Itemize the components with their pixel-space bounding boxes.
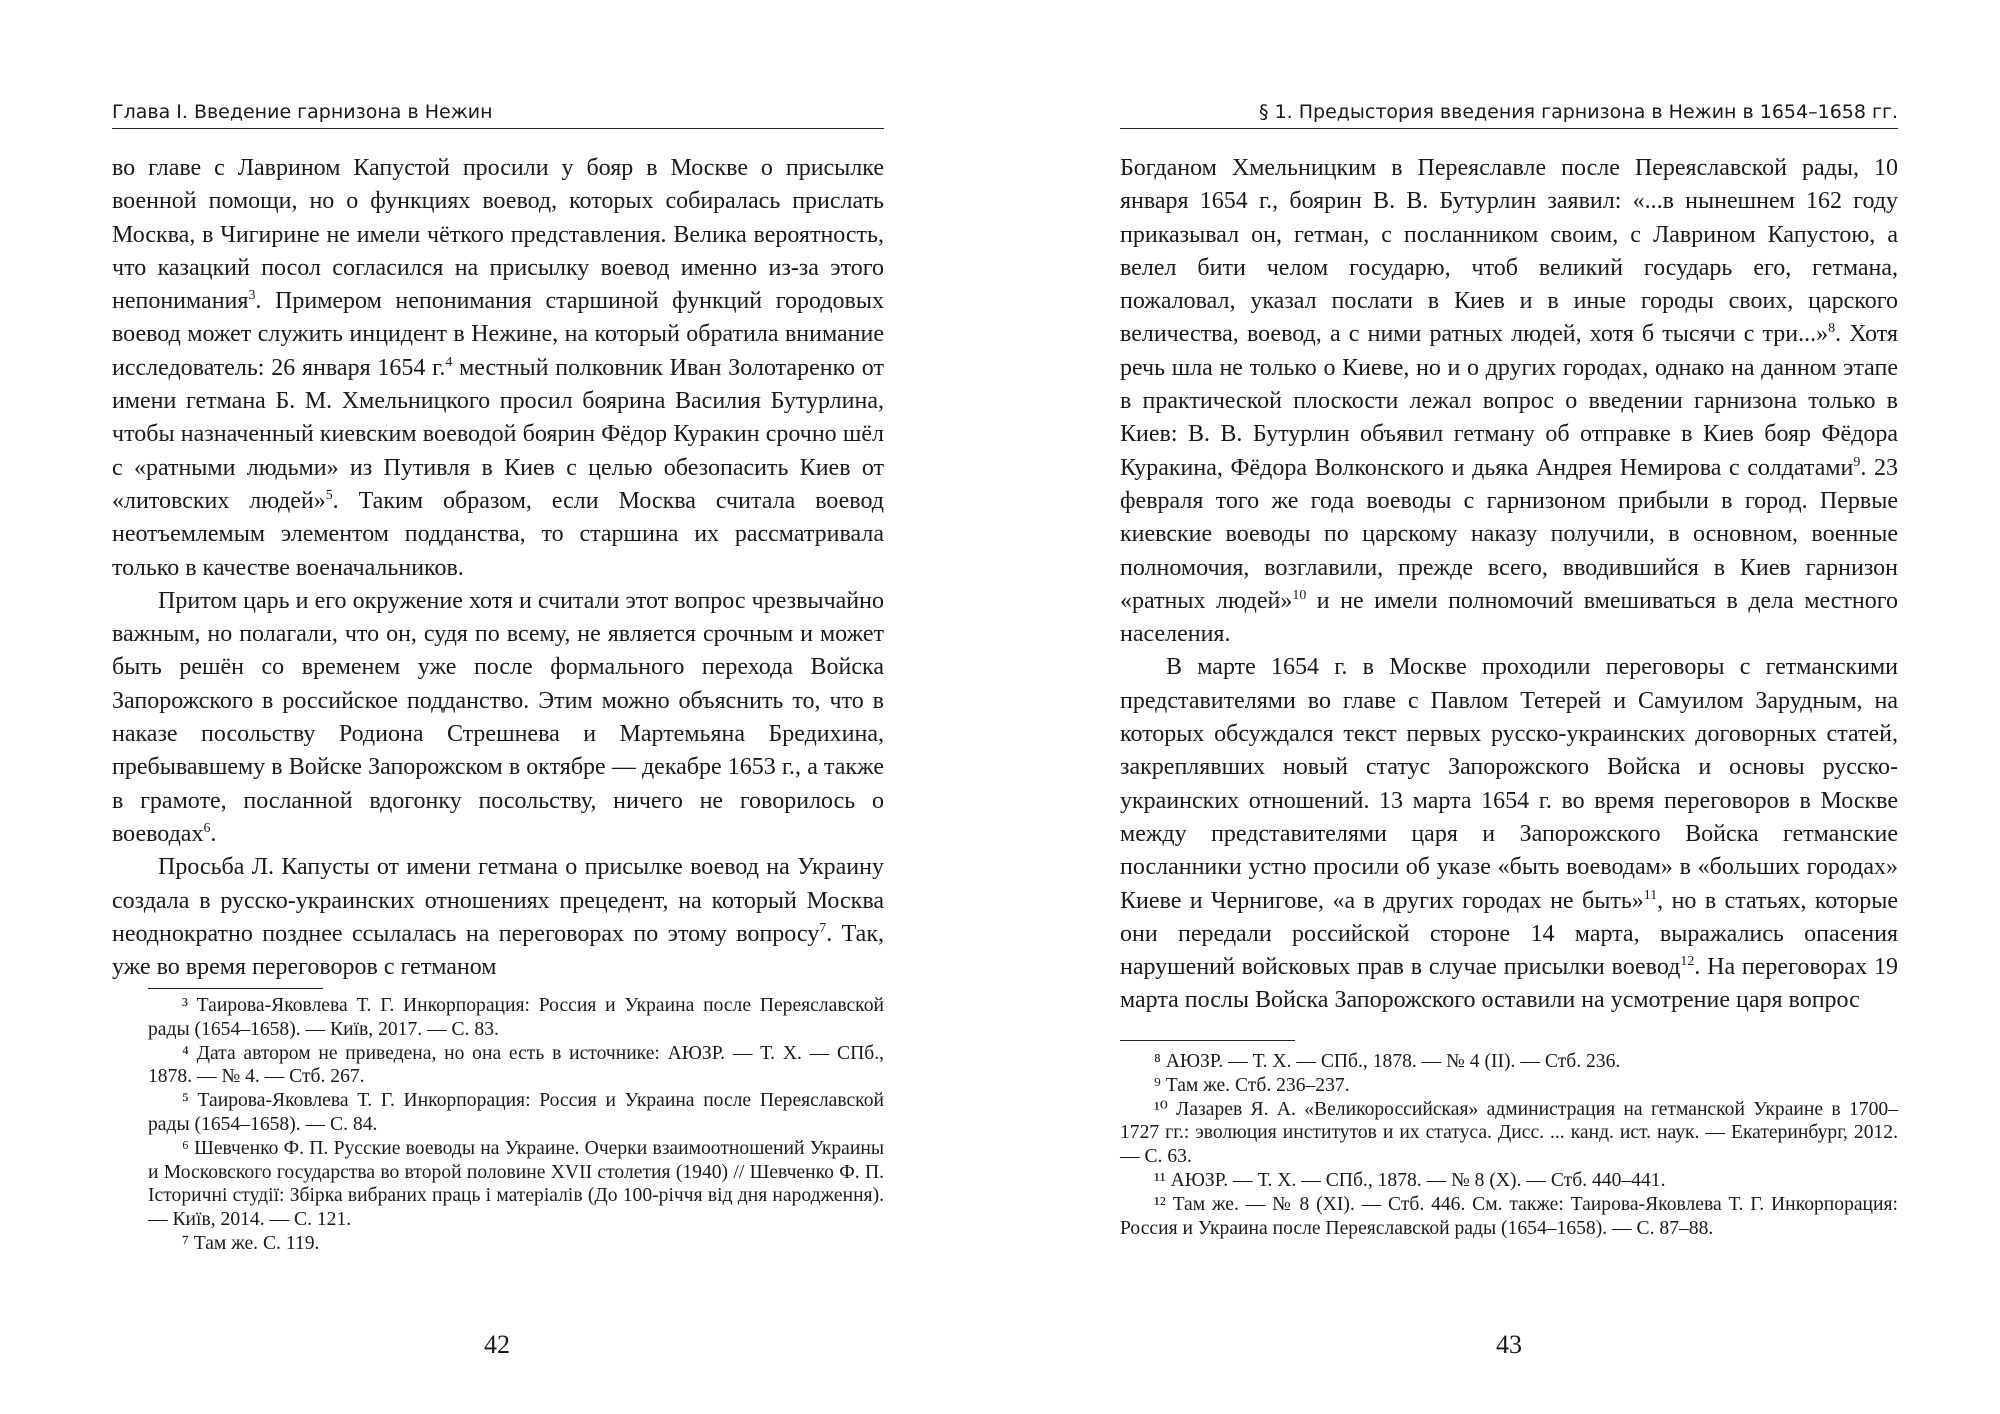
footnote-ref[interactable]: 3 bbox=[248, 288, 256, 304]
footnote: ⁴ Дата автором не приведена, но она есть в источнике: АЮЗР. — Т. X. — СПб., 1878. — № 4. — Стб. 267. bbox=[148, 1042, 884, 1088]
right-page bbox=[1000, 0, 2000, 1414]
paragraph-text: . Так, уже во время переговоров с гетманом bbox=[112, 920, 884, 981]
paragraph-text: местный полковник Иван Золотаренко от имени гетмана Б. М. Хмельницкого просил боярина Василия Бутурлина, чтобы назначенный киевским воеводой боярин Фёдор Куракин срочно шёл с «ратными людьми» из Путивля в Киев с целью обезопасить Киев от «литовских людей» bbox=[112, 354, 884, 514]
paragraph-text: . bbox=[210, 820, 217, 847]
paragraph-text: , но в статьях, которые они передали российской стороне 14 марта, выражались опасения нарушений войсковых прав в случае присылки воевод bbox=[1120, 887, 1899, 981]
paragraph-text: . На переговорах 19 марта послы Войска Запорожского оставили на усмотрение царя вопрос bbox=[1120, 954, 1898, 1014]
footnote: ⁶ Шевченко Ф. П. Русские воеводы на Украине. Очерки взаимоотношений Украины и Московского государства во второй половине XVII столетия (1940) // Шевченко Ф. П. Історичні студії: Збірка вибраних праць і матеріалів (До 100-річчя від дня народження). — Київ, 2014. — С. 121. bbox=[148, 1137, 884, 1231]
running-head-left: Глава I. Введение гарнизона в Нежин bbox=[112, 100, 884, 129]
paragraph-text: . Таким образом, если Москва считала воевод неотъемлемым элементом подданства, то старшина их рассматривала только в качестве военачальников. bbox=[112, 487, 884, 581]
footnote: ⁵ Таирова-Яковлева Т. Г. Инкорпорация: Россия и Украина после Переяславской рады (1654–1658). — С. 84. bbox=[148, 1090, 884, 1135]
body-text-left bbox=[112, 152, 884, 984]
page-number-right: 43 bbox=[1496, 1330, 1522, 1359]
footnote-ref[interactable]: 9 bbox=[1853, 454, 1861, 470]
footnote-divider bbox=[148, 988, 323, 989]
paragraph-text: во главе с Лаврином Капустой просили у бояр в Москве о присылке военной помощи, но о функциях воевод, которых собиралась прислать Москва, в Чигирине не имели чёткого представления. Велика вероятность, что казацкий посол согласился на присылку воевод именно из-за этого непонимания bbox=[112, 155, 884, 315]
paragraph-text: . 23 февраля того же года воеводы с гарнизоном прибыли в город. Первые киевские воеводы по царскому наказу получили, в основном, военные полномочия, возглавили, прежде всего, вводившийся в Киев гарнизон «ратных людей» bbox=[1120, 454, 1899, 614]
footnote-ref[interactable]: 4 bbox=[445, 354, 453, 370]
footnote-ref[interactable]: 7 bbox=[819, 920, 827, 936]
footnote: ⁹ Там же. Стб. 236–237. bbox=[1154, 1074, 1350, 1096]
footnote: ⁷ Там же. С. 119. bbox=[182, 1232, 320, 1254]
paragraph-text: В марте 1654 г. в Москве проходили переговоры с гетманскими представителями во главе с Павлом Тетерей и Самуилом Зарудным, на которых обсуждался текст первых русско-украинских договорных статей, закреплявших новый статус Запорожского Войска и основы русско-украинских отношений. 13 марта 1654 г. во время переговоров в Москве между представителями царя и Запорожского Войска гетманские посланники устно просили об указе «быть воеводам» в «больших городах» Киеве и Чернигове, «а в других городах не быть» bbox=[1120, 654, 1898, 914]
footnote: ⁸ АЮЗР. — Т. X. — СПб., 1878. — № 4 (II). — Стб. 236. bbox=[1154, 1051, 1621, 1072]
footnotes-left bbox=[148, 994, 884, 1256]
footnote-ref[interactable]: 6 bbox=[203, 820, 211, 836]
paragraph bbox=[112, 152, 884, 585]
page-number-left: 42 bbox=[484, 1330, 510, 1359]
footnote-ref[interactable]: 8 bbox=[1828, 321, 1836, 337]
running-head-right: § 1. Предыстория введения гарнизона в Нежин в 1654–1658 гг. bbox=[1120, 100, 1898, 129]
paragraph bbox=[1120, 152, 1898, 651]
footnote-ref[interactable]: 11 bbox=[1643, 887, 1658, 903]
paragraph-text: Просьба Л. Капусты от имени гетмана о присылке воевод на Украину создала в русско-украинских отношениях прецедент, на который Москва неоднократно позднее ссылалась на переговорах по этому вопросу bbox=[112, 854, 884, 947]
body-text-right bbox=[1120, 152, 1898, 1018]
footnote-ref[interactable]: 12 bbox=[1680, 954, 1695, 970]
footnote-ref[interactable]: 10 bbox=[1292, 587, 1307, 603]
footnote-ref[interactable]: 5 bbox=[325, 487, 333, 503]
footnote-divider bbox=[1120, 1040, 1295, 1041]
footnote: ¹² Там же. — № 8 (XI). — Стб. 446. См. также: Таирова-Яковлева Т. Г. Инкорпорация: Россия и Украина после Переяславской рады (1654–1658). — С. 87–88. bbox=[1120, 1193, 1898, 1239]
paragraph bbox=[112, 585, 884, 851]
footnotes-right bbox=[1120, 1050, 1898, 1240]
paragraph bbox=[112, 851, 884, 984]
paragraph bbox=[1120, 651, 1898, 1017]
paragraph-text: . Примером непонимания старшиной функций городовых воевод может служить инцидент в Нежине, на который обратила внимание исследователь: 26 января 1654 г. bbox=[112, 288, 884, 381]
footnote: ¹¹ АЮЗР. — Т. X. — СПб., 1878. — № 8 (X). — Стб. 440–441. bbox=[1154, 1169, 1666, 1191]
footnote: ³ Таирова-Яковлева Т. Г. Инкорпорация: Россия и Украина после Переяславской рады (1654–1658). — Київ, 2017. — С. 83. bbox=[148, 995, 884, 1040]
footnote: ¹⁰ Лазарев Я. А. «Великороссийская» администрация на гетманской Украине в 1700–1727 гг.: эволюция институтов и их статуса. Дисс. ... канд. ист. наук. — Екатеринбург, 2012. — С. 63. bbox=[1120, 1098, 1898, 1168]
paragraph-text: Богданом Хмельницким в Переяславле после Переяславской рады, 10 января 1654 г., боярин В. В. Бутурлин заявил: «...в нынешнем 162 году приказывал он, гетман, с посланником своим, с Лаврином Капустою, а велел бити челом государю, чтоб великий государь его, гетмана, пожаловал, указал послати в Киев и в иные городы своих, царского величества, воевод, а с ними ратных людей, хотя б тысячи с три...» bbox=[1120, 155, 1898, 348]
paragraph-text: . Хотя речь шла не только о Киеве, но и о других городах, однако на данном этапе в практической плоскости лежал вопрос о введении гарнизона только в Киев: В. В. Бутурлин объявил гетману об отправке в Киев бояр Фёдора Куракина, Фёдора Волконского и дьяка Андрея Немирова с солдатами bbox=[1120, 321, 1899, 481]
paragraph-text: Притом царь и его окружение хотя и считали этот вопрос чрезвычайно важным, но полагали, что он, судя по всему, не является срочным и может быть решён со временем уже после формального перехода Войска Запорожского в российское подданство. Этим можно объяснить то, что в наказе посольству Родиона Стрешнева и Мартемьяна Бредихина, пребывавшему в Войске Запорожском в октябре — декабре 1653 г., а также в грамоте, посланной вдогонку посольству, ничего не говорилось о воеводах bbox=[112, 587, 884, 847]
paragraph-text: и не имели полномочий вмешиваться в дела местного населения. bbox=[1120, 587, 1898, 648]
